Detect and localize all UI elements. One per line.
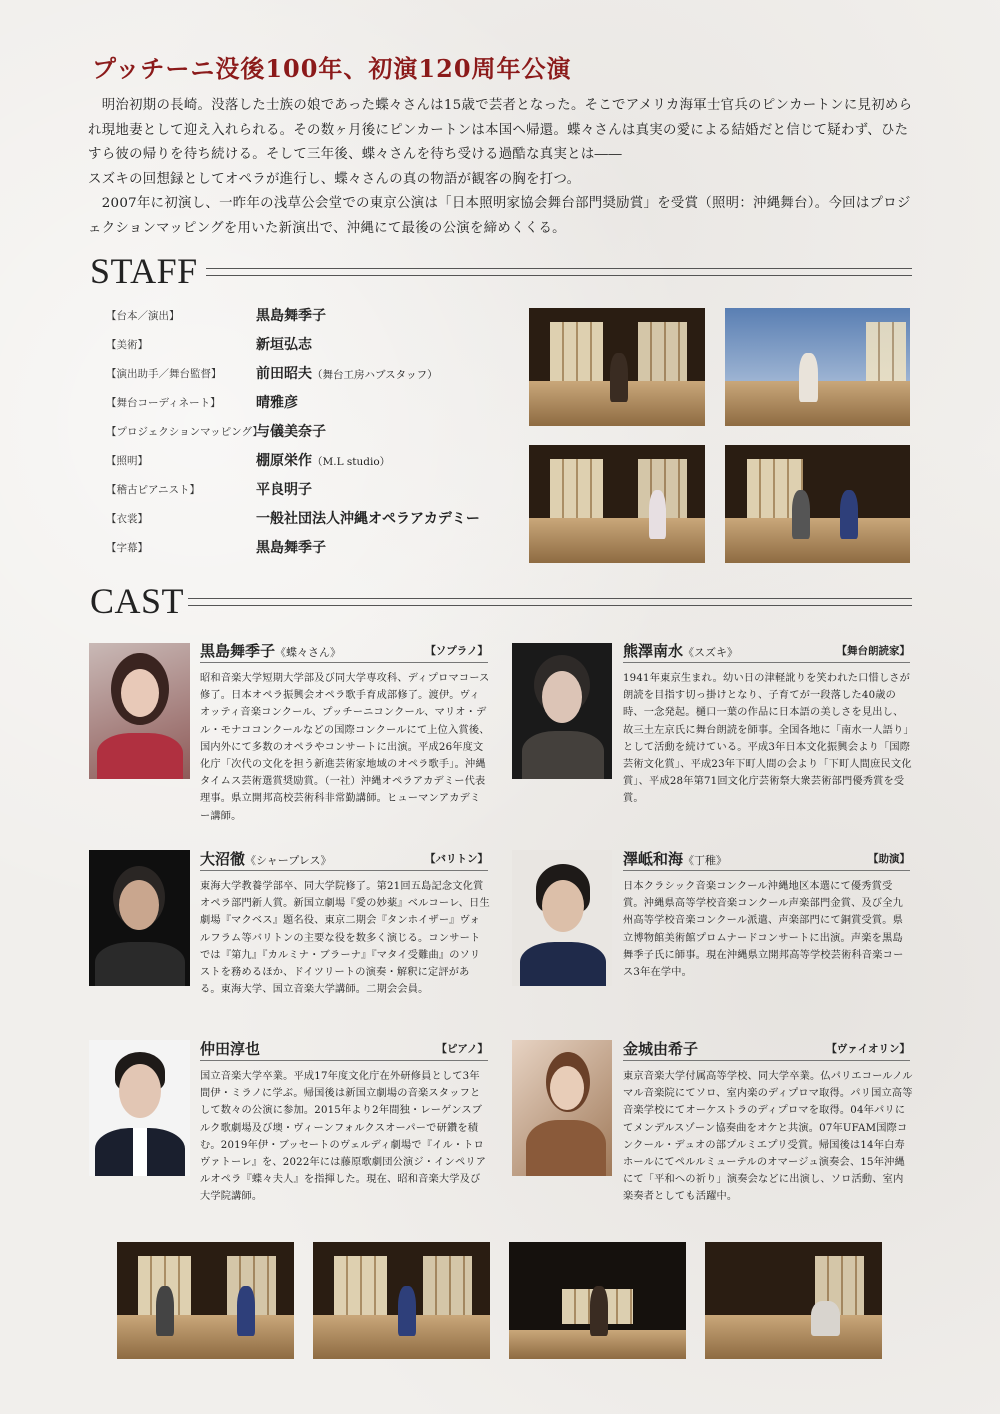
cast-role: 【ピアノ】 [436, 1043, 488, 1055]
cast-photo [89, 850, 190, 986]
stage-photo [117, 1242, 294, 1359]
cast-heading-rule [188, 598, 912, 606]
stage-photo [313, 1242, 490, 1359]
cast-divider [623, 662, 910, 663]
stage-photo [509, 1242, 686, 1359]
staff-name: 黒島舞季子 [256, 308, 326, 324]
intro-paragraph-2: スズキの回想録としてオペラが進行し、蝶々さんの真の物語が観客の胸を打つ。 [88, 171, 581, 187]
staff-name: 与儀美奈子 [256, 424, 326, 440]
intro-paragraph-3: 2007年に初演し、一昨年の浅草公会堂での東京公演は「日本照明家協会舞台部門奨励賞」を受賞（照明：沖縄舞台）。今回はプロジェクションマッピングを用いた新演出で、沖縄にて最後の公演を締めくくる。 [88, 196, 911, 236]
cast-name: 金城由希子 [623, 1040, 699, 1058]
staff-role: 【稽古ピアニスト】 [106, 483, 200, 496]
staff-row [106, 449, 390, 471]
cast-bio: 東京音楽大学付属高等学校、同大学卒業。仏パリエコールノルマル音楽院にてソロ、室内楽のディプロマ取得。パリ国立高等音楽学校にてオーケストラのディプロマを取得。04年パリにてメンデルスゾーン協奏曲をオケと共演。07年UFAM国際コンクール・デュオの部プルミエプリ受賞。帰国後は14年白寿ホールにてペルルミューテルのオマージュ演奏会、15年沖縄にて「平和への祈り」演奏会などに出演し、ソロ活動、室内楽奏者としても活躍中。 [623, 1071, 913, 1203]
cast-role: 【ソプラノ】 [425, 645, 488, 657]
staff-row [106, 420, 326, 442]
staff-name: 一般社団法人沖縄オペラアカデミー [256, 511, 480, 527]
cast-photo [89, 643, 190, 779]
staff-row [106, 507, 480, 529]
cast-role: 【ヴァイオリン】 [826, 1043, 910, 1055]
page-title: プッチーニ没後100年、初演120周年公演 [92, 54, 572, 83]
staff-heading: STAFF [90, 251, 198, 291]
cast-name: 仲田淳也 [200, 1040, 261, 1058]
cast-divider [623, 1060, 910, 1061]
stage-photo [705, 1242, 882, 1359]
cast-bio: 1941年東京生まれ。幼い日の津軽訛りを笑われた口惜しさが朗読を目指す切っ掛けとなり、子育てが一段落した40歳の時、一念発起。樋口一葉の作品に日本語の美しさを見出し、故三土左京氏に舞台朗読を師事。全国各地に「南水一人語り」として活動を続けている。平成3年日本文化振興会より「国際芸術文化賞」、平成23年下町人間の会より「下町人間庶民文化賞」、平成28年第71回文化庁芸術祭大衆芸術部門優秀賞を受賞。 [623, 673, 912, 805]
staff-row [106, 478, 312, 500]
staff-name: 棚原栄作（M.L studio） [256, 453, 391, 469]
cast-role: 【舞台朗読家】 [836, 645, 910, 657]
staff-name: 新垣弘志 [256, 337, 312, 353]
cast-photo [512, 643, 612, 779]
cast-name: 熊澤南水《スズキ》 [623, 642, 739, 660]
cast-photo [512, 1040, 612, 1176]
intro-paragraph-1: 明治初期の長崎。没落した士族の娘であった蝶々さんは15歳で芸者となった。そこでアメリカ海軍士官兵のピンカートンに見初められ現地妻として迎え入れられる。その数ヶ月後にピンカートンは本国へ帰還。蝶々さんは真実の愛による結婚だと信じて疑わず、ひたすら彼の帰りを待ち続ける。そして三年後、蝶々さんを待ち受ける過酷な真実とは―― [88, 98, 913, 163]
cast-photo [89, 1040, 190, 1176]
cast-bio: 国立音楽大学卒業。平成17年度文化庁在外研修員として3年間伊・ミラノに学ぶ。帰国後は新国立劇場の音楽スタッフとして数々の公演に参加。2015年より2年間独・レーゲンスブルク歌劇場及び墺・ヴィーンフォルクスオーパーで研鑽を積む。2019年伊・ブッセートのヴェルディ劇場で『イル・トロヴァトーレ』を、2022年には藤原歌劇団公演ジ・インペリアルオペラ『蝶々夫人』を指揮した。現在、昭和音楽大学及び大学院講師。 [200, 1071, 487, 1203]
cast-name: 澤岻和海《丁稚》 [623, 850, 728, 868]
cast-name: 大沼徹《シャープレス》 [200, 850, 332, 868]
cast-bio: 日本クラシック音楽コンクール沖縄地区本選にて優秀賞受賞。沖縄県高等学校音楽コンクール声楽部門金賞、及び全九州高等学校音楽コンクール派遣、声楽部門にて銅賞受賞。県立博物館美術館プロムナードコンサートに出演。声楽を黒島舞季子氏に師事。現在沖縄県立開邦高等学校芸術科音楽コース3年在学中。 [623, 881, 904, 979]
cast-divider [623, 870, 910, 871]
cast-photo [512, 850, 612, 986]
staff-row [106, 362, 438, 384]
cast-divider [200, 870, 488, 871]
staff-name: 前田昭夫（舞台工房ハブスタッフ） [256, 366, 438, 382]
staff-role: 【照明】 [106, 454, 148, 467]
staff-role: 【字幕】 [106, 541, 148, 554]
cast-bio: 昭和音楽大学短期大学部及び同大学専攻科、ディプロマコース修了。日本オペラ振興会オペラ歌手育成部修了。渡伊。ヴィオッティ音楽コンクール、プッチーニコンクール、マリオ・デル・モナココンクールなどの国際コンクールにて上位入賞後、国内外にて多数のオペラやコンサートに出演。平成26年度文化庁「次代の文化を担う新進芸術家地域のオペラ歌手」。沖縄タイムス芸術選賞奨励賞。（一社）沖縄オペラアカデミー代表理事。県立開邦高校芸術科非常勤講師。ヒューマンアカデミー講師。 [200, 673, 490, 822]
staff-row [106, 304, 326, 326]
cast-divider [200, 1060, 488, 1061]
staff-role: 【演出助手／舞台監督】 [106, 367, 222, 380]
stage-photo [529, 308, 705, 426]
staff-role: 【台本／演出】 [106, 309, 180, 322]
staff-row [106, 333, 312, 355]
staff-row [106, 536, 326, 558]
staff-heading-rule [206, 268, 912, 276]
staff-role: 【衣裳】 [106, 512, 148, 525]
intro-text [88, 94, 916, 242]
staff-name: 黒島舞季子 [256, 540, 326, 556]
staff-row [106, 391, 298, 413]
stage-photo [725, 445, 910, 563]
stage-photo [725, 308, 910, 426]
cast-bio: 東海大学教養学部卒、同大学院修了。第21回五島記念文化賞オペラ部門新人賞。新国立劇場『愛の妙薬』ベルコーレ、日生劇場『マクベス』題名役、東京二期会『タンホイザー』ヴォルフラム等バリトンの主要な役を数多く演じる。コンサートでは『第九』『カルミナ・ブラーナ』『マタイ受難曲』のソリストを務めるほか、ドイツリートの演奏・解釈に定評がある。東海大学、国立音楽大学講師。二期会会員。 [200, 881, 490, 996]
cast-heading: CAST [90, 581, 185, 621]
cast-divider [200, 662, 488, 663]
staff-role: 【美術】 [106, 338, 148, 351]
cast-role: 【助演】 [868, 853, 910, 865]
staff-name: 晴雅彦 [256, 395, 298, 411]
stage-photo [529, 445, 705, 563]
cast-name: 黒島舞季子《蝶々さん》 [200, 642, 342, 660]
staff-name: 平良明子 [256, 482, 312, 498]
cast-role: 【バリトン】 [425, 853, 488, 865]
staff-role: 【舞台コーディネート】 [106, 396, 221, 409]
staff-role: 【プロジェクションマッピング】 [106, 425, 263, 438]
